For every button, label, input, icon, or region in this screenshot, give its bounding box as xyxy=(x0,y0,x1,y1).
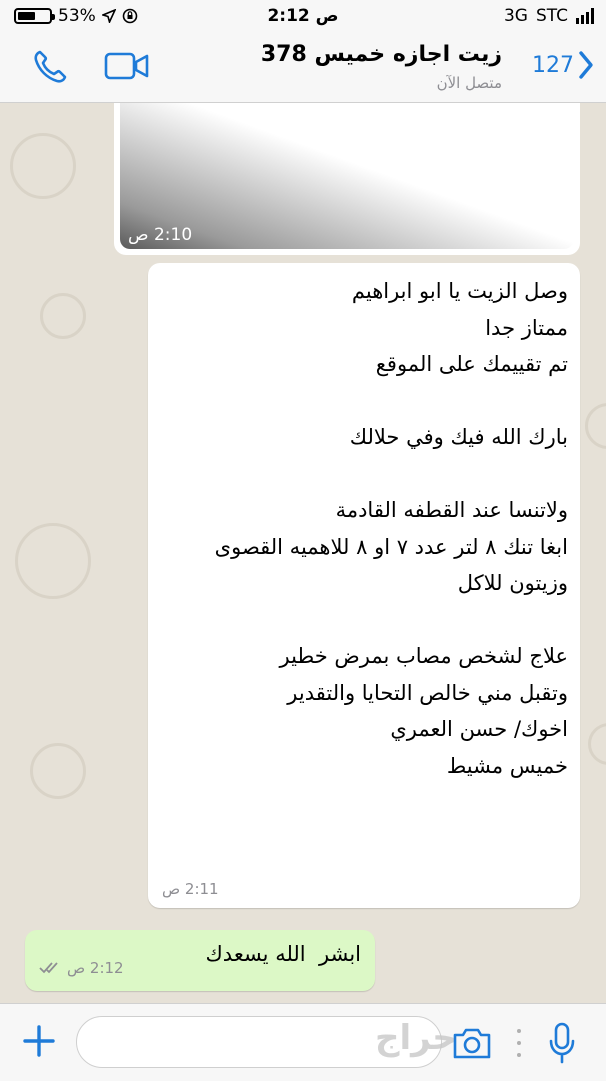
microphone-icon[interactable] xyxy=(548,1022,576,1064)
wallpaper-doodle xyxy=(30,743,86,799)
status-bar xyxy=(0,0,606,34)
chevron-left-icon xyxy=(578,50,594,80)
watermark-logo: حراج xyxy=(375,1018,457,1058)
message-time: 2:12 ص xyxy=(67,959,124,977)
back-button[interactable] xyxy=(532,50,594,80)
outgoing-message[interactable] xyxy=(25,930,375,991)
status-time: 2:12 ص xyxy=(267,6,339,26)
phone-icon[interactable] xyxy=(30,47,70,87)
wallpaper-doodle xyxy=(585,403,606,449)
message-text: ابشر الله يسعدك xyxy=(205,942,361,966)
message-time: 2:11 ص xyxy=(162,880,219,898)
plus-icon[interactable] xyxy=(22,1024,56,1058)
double-check-icon xyxy=(39,962,61,974)
camera-icon[interactable] xyxy=(452,1026,492,1060)
battery-percent: 53% xyxy=(58,6,96,26)
chat-area[interactable] xyxy=(0,103,606,1003)
presence-status: متصل الآن xyxy=(436,74,502,92)
contact-name[interactable]: زيت اجازه خميس 378 xyxy=(260,42,502,67)
network-type: 3G xyxy=(503,6,528,26)
image-message[interactable] xyxy=(114,103,580,255)
video-camera-icon[interactable] xyxy=(104,50,150,82)
message-text: وصل الزيت يا ابو ابراهيم ممتاز جدا تم تقييمك على الموقع بارك الله فيك وفي حلالك ولاتنسا عند القطفه القادمة ابغا تنك ٨ لتر عدد ٧ او ٨ للاهميه القصوى وزيتون للاكل علاج لشخص مصاب بمرض خطير وتقبل مني خالص التحايا والتقدير اخوك/ حسن العمري خميس مشيط xyxy=(214,279,568,778)
message-time: 2:10 ص xyxy=(128,225,193,245)
wallpaper-doodle xyxy=(10,133,76,199)
input-bar xyxy=(0,1003,606,1081)
chat-header xyxy=(0,34,606,103)
status-right xyxy=(504,6,594,26)
signal-bars-icon xyxy=(576,8,594,24)
incoming-message[interactable] xyxy=(148,263,580,908)
wallpaper-doodle xyxy=(15,523,91,599)
carrier-name: STC xyxy=(535,6,568,26)
unread-count: 127 xyxy=(532,52,574,78)
wallpaper-doodle xyxy=(40,293,86,339)
wallpaper-doodle xyxy=(588,723,606,765)
message-meta xyxy=(39,959,124,977)
more-options-icon[interactable] xyxy=(516,1026,522,1060)
